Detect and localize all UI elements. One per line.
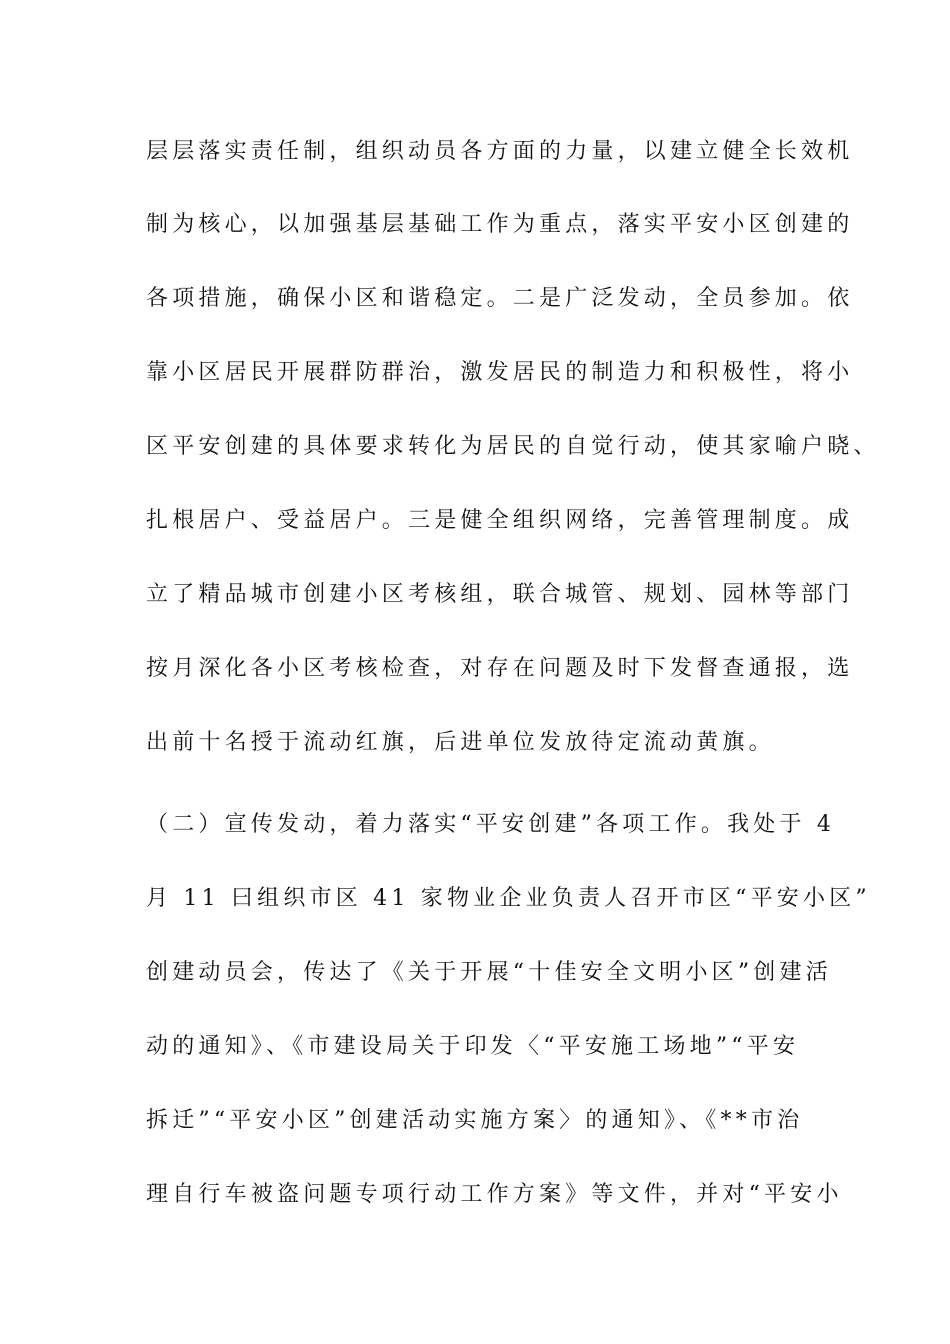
text-line: 创建动员会，传达了《关于开展“十佳安全文明小区”创建活 (146, 960, 832, 985)
text-line: 层层落实责任制，组织动员各方面的力量，以建立健全长效机 (146, 139, 854, 164)
text-line: 立了精品城市创建小区考核组，联合城管、规划、园林等部门 (146, 582, 854, 607)
text-line: 区平安创建的具体要求转化为居民的自觉行动，使其家喻户晓、 (146, 434, 880, 459)
text-line: 理自行车被盗问题专项行动工作方案》等文件，并对“平安小 (146, 1182, 843, 1207)
text-line: 动的通知》、《市建设局关于印发〈“平安施工场地”“平安 (146, 1034, 800, 1059)
text-line: （二）宣传发动，着力落实“平安创建”各项工作。我处于 4 (146, 812, 836, 837)
text-line: 各项措施，确保小区和谐稳定。二是广泛发动，全员参加。依 (146, 286, 854, 311)
text-line: 出前十名授于流动红旗，后进单位发放待定流动黄旗。 (146, 730, 775, 755)
text-line: 拆迁”“平安小区”创建活动实施方案〉的通知》、《**市治 (146, 1108, 804, 1133)
text-line: 制为核心，以加强基层基础工作为重点，落实平安小区创建的 (146, 212, 854, 237)
text-line: 按月深化各小区考核检查，对存在问题及时下发督查通报，选 (146, 656, 854, 681)
text-line: 扎根居户、受益居户。三是健全组织网络，完善管理制度。成 (146, 508, 854, 533)
text-line: 月 11 曰组织市区 41 家物业企业负责人召开市区“平安小区” (146, 886, 871, 911)
text-line: 靠小区居民开展群防群治，激发居民的制造力和积极性，将小 (146, 360, 854, 385)
